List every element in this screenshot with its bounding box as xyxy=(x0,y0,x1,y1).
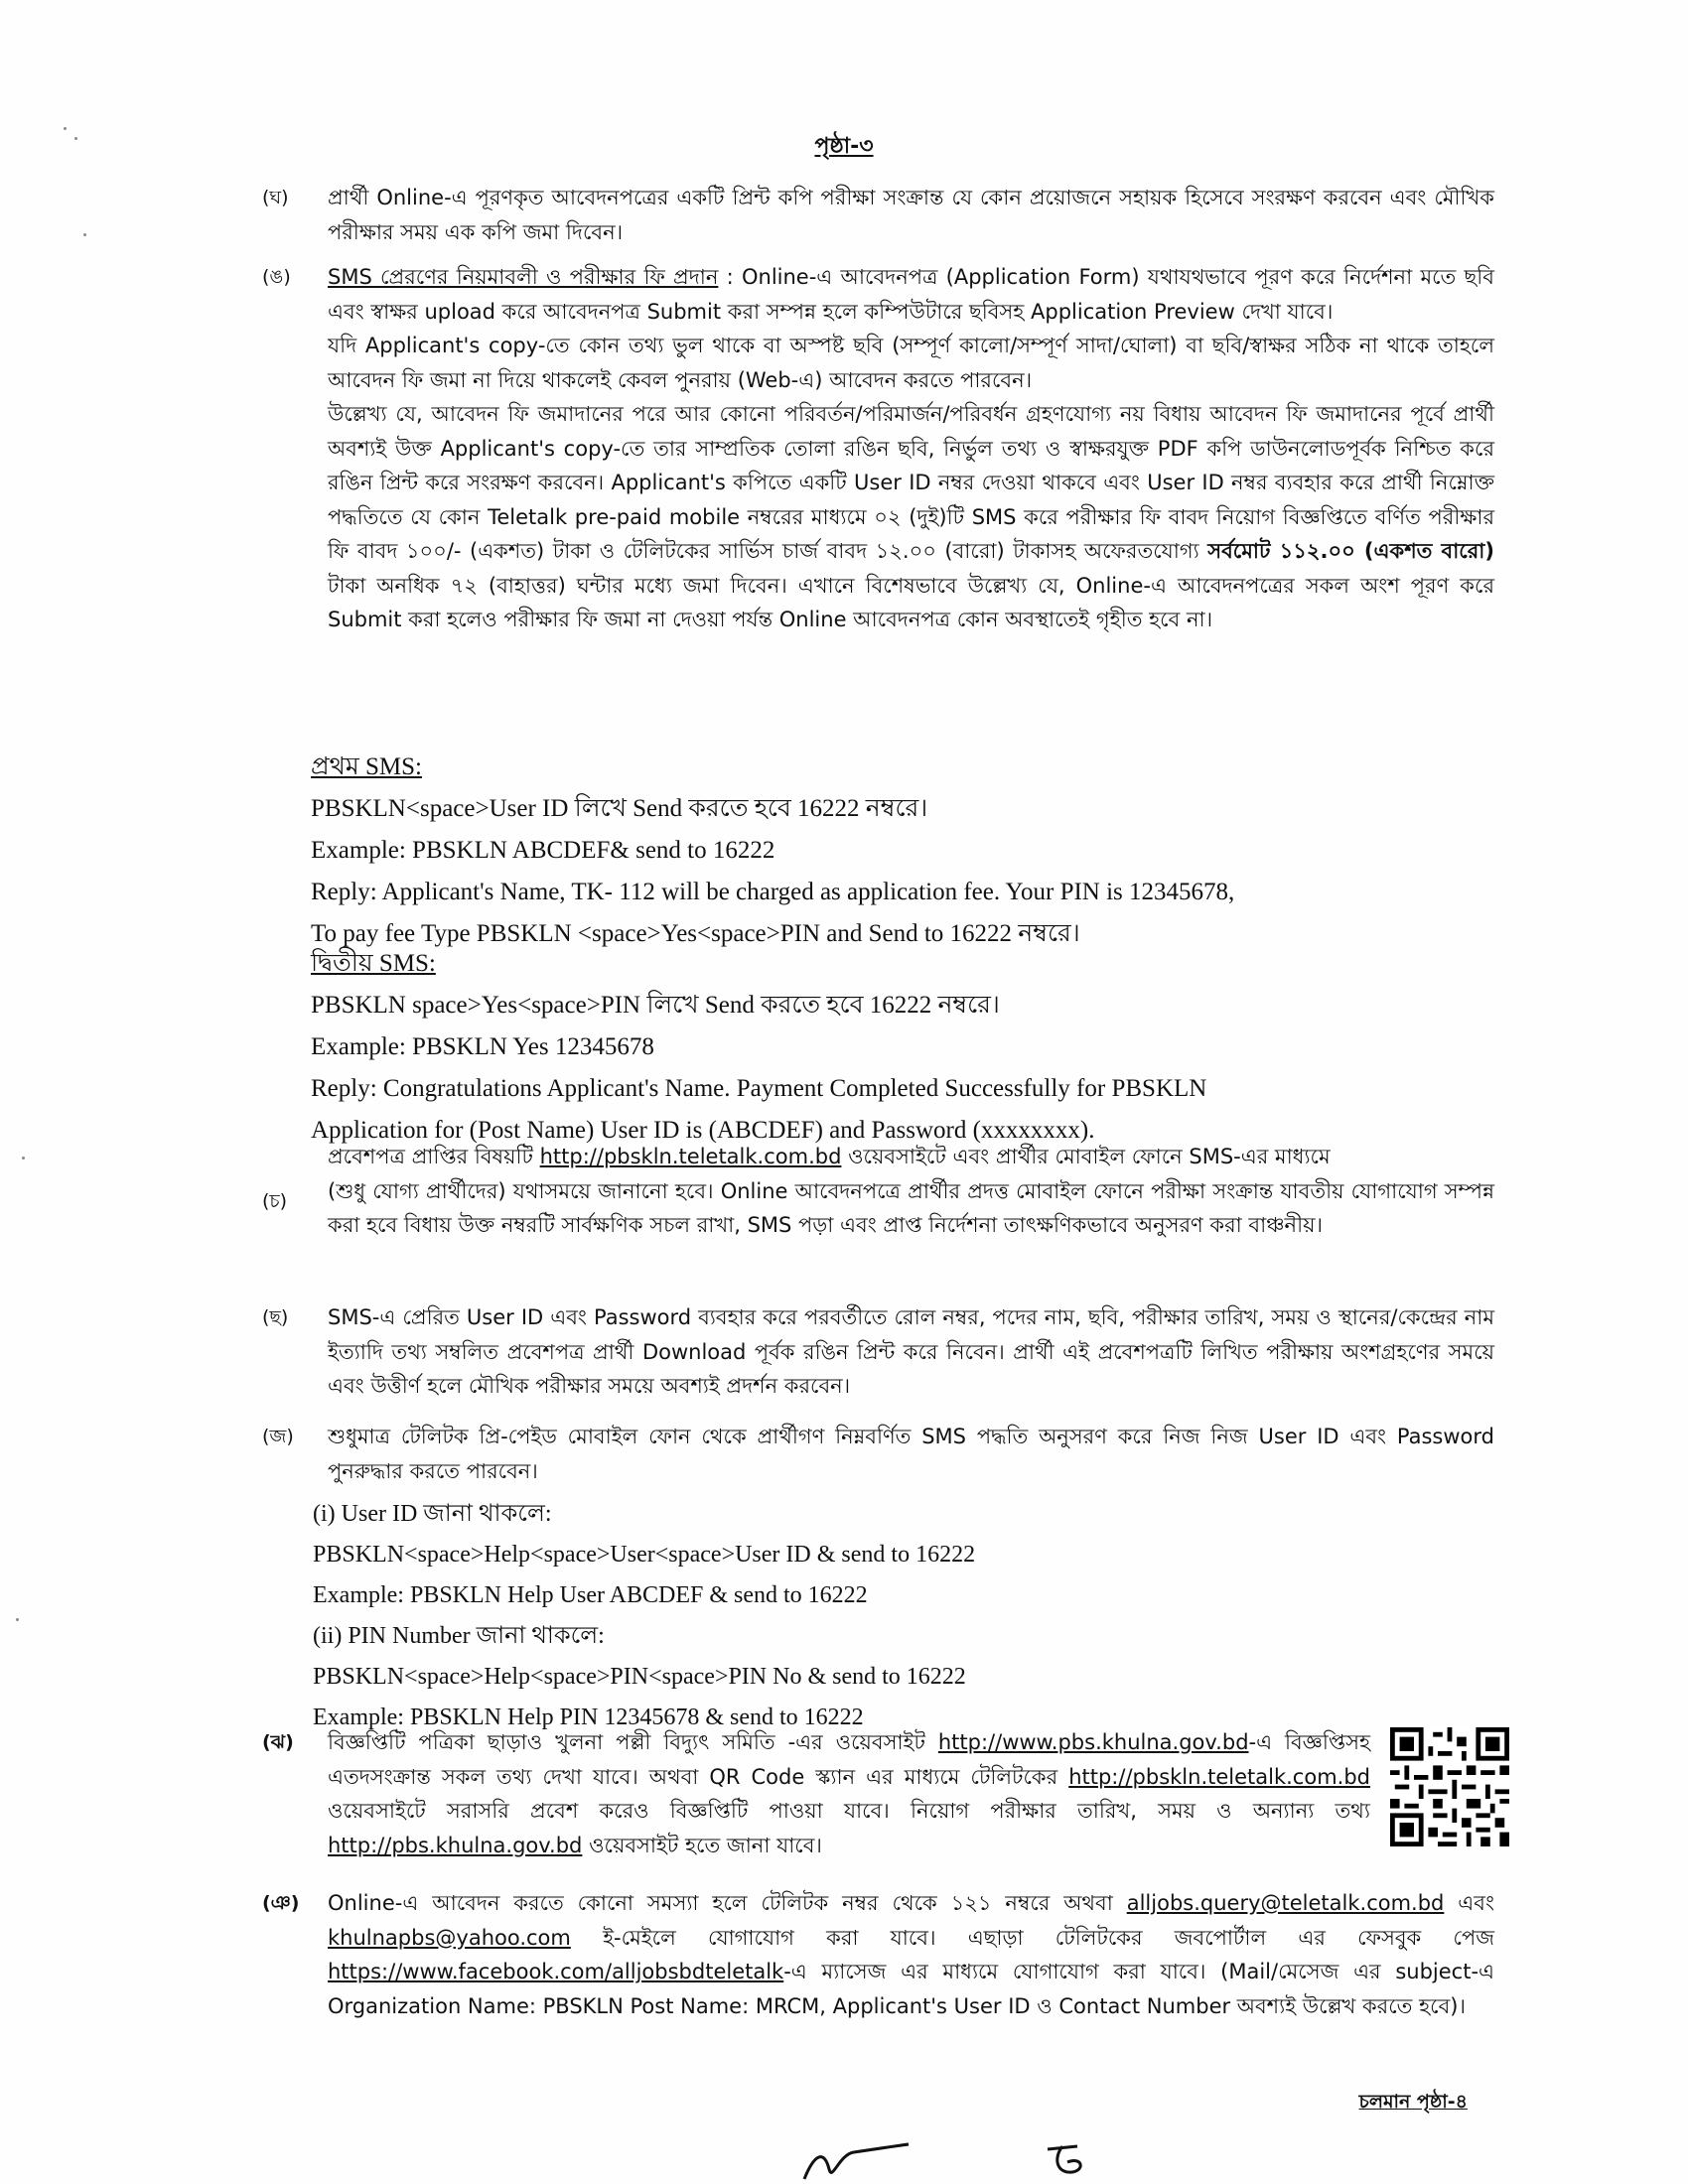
pbs-website-link[interactable]: http://pbs.khulna.gov.bd xyxy=(328,1833,583,1857)
item-gha xyxy=(262,181,1494,249)
signature xyxy=(794,2134,914,2184)
item-text: উল্লেখ্য যে, আবেদন ফি জমাদানের পরে আর কোনো পরিবর্তন/পরিমার্জন/পরিবর্ধন গ্রহণযোগ্য নয় বিধায় আবেদন ফি জমাদানের পূর্বে প্রার্থী অবশ্যই উক্ত Applicant's copy-তে তার সাম্প্রতিক তোলা রঙিন ছবি, নির্ভুল তথ্য ও স্বাক্ষরযুক্ত PDF কপি ডাউনলোডপূর্বক নিশ্চিত করে রঙিন প্রিন্ট করে সংরক্ষণ করবেন। Applicant's কপিতে একটি User ID নম্বর দেওয়া থাকবে এবং User ID নম্বর ব্যবহার করে প্রার্থী নিম্নোক্ত পদ্ধতিতে যে কোন Teletalk pre-paid mobile নম্বরের মাধ্যমে ০২ (দুই)টি SMS করে পরীক্ষার ফি বাবদ নিয়োগ বিজ্ঞপ্তিতে বর্ণিত পরীক্ষার ফি বাবদ ১০০/- (একশত) টাকা ও টেলিটকের সার্ভিস চার্জ বাবদ ১২.০০ (বারো) টাকাসহ অফেরতযোগ্য xyxy=(328,402,1494,563)
sms-line: PBSKLN space>Yes<space>PIN লিখে Send করতে হবে 16222 নম্বরে। xyxy=(311,992,1000,1019)
item-marker: (ঞ) xyxy=(262,1892,300,1914)
teletalk-link[interactable]: http://pbskln.teletalk.com.bd xyxy=(539,1145,842,1168)
continued-page-label: চলমান পৃষ্ঠা-৪ xyxy=(1358,2091,1468,2113)
item-marker: (ছ) xyxy=(262,1306,289,1328)
sms-line: Reply: Applicant's Name, TK- 112 will be charged as application fee. Your PIN is 12345678, xyxy=(311,879,1235,905)
item-nya xyxy=(262,1886,1494,2023)
item-text: (শুধু যোগ্য প্রার্থীদের) যথাসময়ে জানানো হবে। Online আবেদনপত্রে প্রার্থীর প্রদত্ত মোবাইল ফোনে পরীক্ষা সংক্রান্ত যাবতীয় যোগাযোগ সম্পন্ন করা হবে বিধায় উক্ত নম্বরটি সার্বক্ষণিক সচল রাখা, SMS পড়া এবং প্রাপ্ত নির্দেশনা তাৎক্ষণিকভাবে অনুসরণ করা বাঞ্চনীয়। xyxy=(328,1178,1494,1237)
teletalk-link[interactable]: http://pbskln.teletalk.com.bd xyxy=(1068,1764,1370,1789)
recovery-command: PBSKLN<space>Help<space>User<space>User ID & send to 16222 xyxy=(313,1542,976,1568)
sms-line: Example: PBSKLN ABCDEF& send to 16222 xyxy=(311,837,775,864)
sms-line: Example: PBSKLN Yes 12345678 xyxy=(311,1033,654,1060)
item-text: বিজ্ঞপ্তিটি পত্রিকা ছাড়াও খুলনা পল্লী বিদ্যুৎ সমিতি -এর ওয়েবসাইট http://www.pbs.khulna.gov.bd-এ বিজ্ঞপ্তিসহ এতদসংক্রান্ত সকল তথ্য দেখা যাবে। অথবা QR Code স্ক্যান এর মাধ্যমে টেলিটকের http://pbskln.teletalk.com.bd ওয়েবসাইটে সরাসরি প্রবেশ করেও বিজ্ঞপ্তিটি পাওয়া যাবে। নিয়োগ পরীক্ষার তারিখ, সময় ও অন্যান্য তথ্য http://pbs.khulna.gov.bd ওয়েবসাইট হতে জানা যাবে। xyxy=(328,1730,1370,1857)
item-cha xyxy=(262,1140,1494,1243)
item-marker: (ঝ) xyxy=(262,1731,294,1753)
sms-line: Reply: Congratulations Applicant's Name. Payment Completed Successfully for PBSKLN xyxy=(311,1075,1207,1102)
recovery-command: PBSKLN<space>Help<space>PIN<space>PIN No & send to 16222 xyxy=(313,1664,966,1690)
item-text: টাকা অনধিক ৭২ (বাহাত্তর) ঘন্টার মধ্যে জমা দিবেন। এখানে বিশেষভাবে উল্লেখ্য যে, Online-এ আবেদনপত্রের সকল অংশ পূরণ করে Submit করা হলেও পরীক্ষার ফি জমা না দেওয়া পর্যন্ত Online আবেদনপত্র কোন অবস্থাতেই গৃহীত হবে না। xyxy=(328,573,1494,631)
item-paragraph: যদি Applicant's copy-তে কোন তথ্য ভুল থাকে বা অস্পষ্ট ছবি (সম্পূর্ণ কালো/সম্পূর্ণ সাদা/ঘোলা) বা ছবি/স্বাক্ষর সঠিক না থাকে তাহলে আবেদন ফি জমা না দিয়ে থাকলেই কেবল পুনরায় (Web-এ) আবেদন করতে পারবেন। xyxy=(328,334,1494,392)
sms-line: To pay fee Type PBSKLN <space>Yes<space>PIN and Send to 16222 নম্বরে। xyxy=(311,920,1080,947)
sms-line: PBSKLN<space>User ID লিখে Send করতে হবে 16222 নম্বরে। xyxy=(311,795,928,822)
admit-card-notice: প্রবেশপত্র প্রাপ্তির বিষয়টি http://pbskln.teletalk.com.bd ওয়েবসাইটে এবং প্রার্থীর মোবাইল ফোনে SMS-এর মাধ্যমে xyxy=(328,1145,1331,1168)
item-text: শুধুমাত্র টেলিটক প্রি-পেইড মোবাইল ফোন থেকে প্রার্থীগণ নিম্নবর্ণিত SMS পদ্ধতি অনুসরণ করে নিজ নিজ User ID এবং Password পুনরুদ্ধার করতে পারবেন। xyxy=(328,1425,1494,1483)
first-sms-heading: প্রথম SMS: xyxy=(311,753,422,780)
facebook-link[interactable]: https://www.facebook.com/alljobsbdteletalk xyxy=(328,1960,784,1983)
item-marker: (চ) xyxy=(262,1190,288,1212)
total-fee: সর্বমোট ১১২.০০ (একশত বারো) xyxy=(1207,539,1494,563)
item-marker: (ঙ) xyxy=(262,266,291,288)
initials xyxy=(1038,2134,1097,2184)
item-text: SMS-এ প্রেরিত User ID এবং Password ব্যবহার করে পরবর্তীতে রোল নম্বর, পদের নাম, ছবি, পরীক্ষার তারিখ, সময় ও স্থানের/কেন্দ্রের নাম ইত্যাদি তথ্য সম্বলিত প্রবেশপত্র প্রার্থী Download পূর্বক রঙিন প্রিন্ট করে নিবেন। প্রার্থী এই প্রবেশপত্রটি লিখিত পরীক্ষায় অংশগ্রহণের সময়ে এবং উত্তীর্ণ হলে মৌখিক পরীক্ষার সময়ে অবশ্যই প্রদর্শন করবেন। xyxy=(328,1305,1494,1398)
qr-code-icon xyxy=(1390,1727,1509,1846)
second-sms-block xyxy=(311,943,1502,1152)
email-link[interactable]: khulnapbs@yahoo.com xyxy=(328,1925,571,1950)
item-text: Online-এ আবেদন করতে কোনো সমস্যা হলে টেলিটক নম্বর থেকে ১২১ নম্বরে অথবা alljobs.query@teletalk.com.bd এবং khulnapbs@yahoo.com ই-মেইলে যোগাযোগ করা যাবে। এছাড়া টেলিটকের জবপোর্টাল এর ফেসবুক পেজ https://www.facebook.com/alljobsbdteletalk-এ ম্যাসেজ এর মাধ্যমে যোগাযোগ করা যাবে। (Mail/মেসেজ এর subject-এ Organization Name: PBSKLN Post Name: MRCM, Applicant's User ID ও Contact Number অবশ্যই উল্লেখ করতে হবে)। xyxy=(328,1891,1494,2018)
second-sms-heading: দ্বিতীয় SMS: xyxy=(311,950,436,977)
sms-line: Application for (Post Name) User ID is (ABCDEF) and Password (xxxxxxxx). xyxy=(311,1117,1095,1144)
first-sms-block xyxy=(311,747,1502,955)
item-chha xyxy=(262,1300,1494,1404)
page-number: পৃষ্ঠা-৩ xyxy=(814,134,874,159)
item-text: প্রার্থী Online-এ পূরণকৃত আবেদনপত্রের একটি প্রিন্ট কপি পরীক্ষা সংক্রান্ত যে কোন প্রয়োজনে সহায়ক হিসেবে সংরক্ষণ করবেন এবং মৌখিক পরীক্ষার সময় এক কপি জমা দিবেন। xyxy=(328,186,1494,244)
item-jha xyxy=(262,1725,1370,1862)
item-marker: (ঘ) xyxy=(262,187,289,208)
sms-rules-heading: SMS প্রেরণের নিয়মাবলী ও পরীক্ষার ফি প্রদান xyxy=(328,265,719,289)
item-nga xyxy=(262,260,1494,637)
recovery-label: (ii) PIN Number জানা থাকলে: xyxy=(313,1623,605,1649)
item-ja xyxy=(262,1420,1494,1488)
email-link[interactable]: alljobs.query@teletalk.com.bd xyxy=(1126,1891,1445,1915)
item-paragraph xyxy=(328,260,1494,329)
recovery-label: (i) User ID জানা থাকলে: xyxy=(313,1501,552,1527)
recovery-example: Example: PBSKLN Help User ABCDEF & send to 16222 xyxy=(313,1582,868,1608)
item-paragraph xyxy=(328,397,1494,637)
item-marker: (জ) xyxy=(262,1426,294,1447)
pbs-website-link[interactable]: http://www.pbs.khulna.gov.bd xyxy=(937,1730,1249,1754)
recovery-block xyxy=(313,1494,1504,1738)
recovery-example: Example: PBSKLN Help PIN 12345678 & send to 16222 xyxy=(313,1705,864,1730)
item-text: : Online-এ আবেদনপত্র (Application Form) যথাযথভাবে পূরণ করে নির্দেশনা মতে ছবি এবং স্বাক্ষর upload করে আবেদনপত্র Submit করা সম্পন্ন হলে কম্পিউটারে ছবিসহ Application Preview দেখা যাবে। xyxy=(328,265,1494,324)
